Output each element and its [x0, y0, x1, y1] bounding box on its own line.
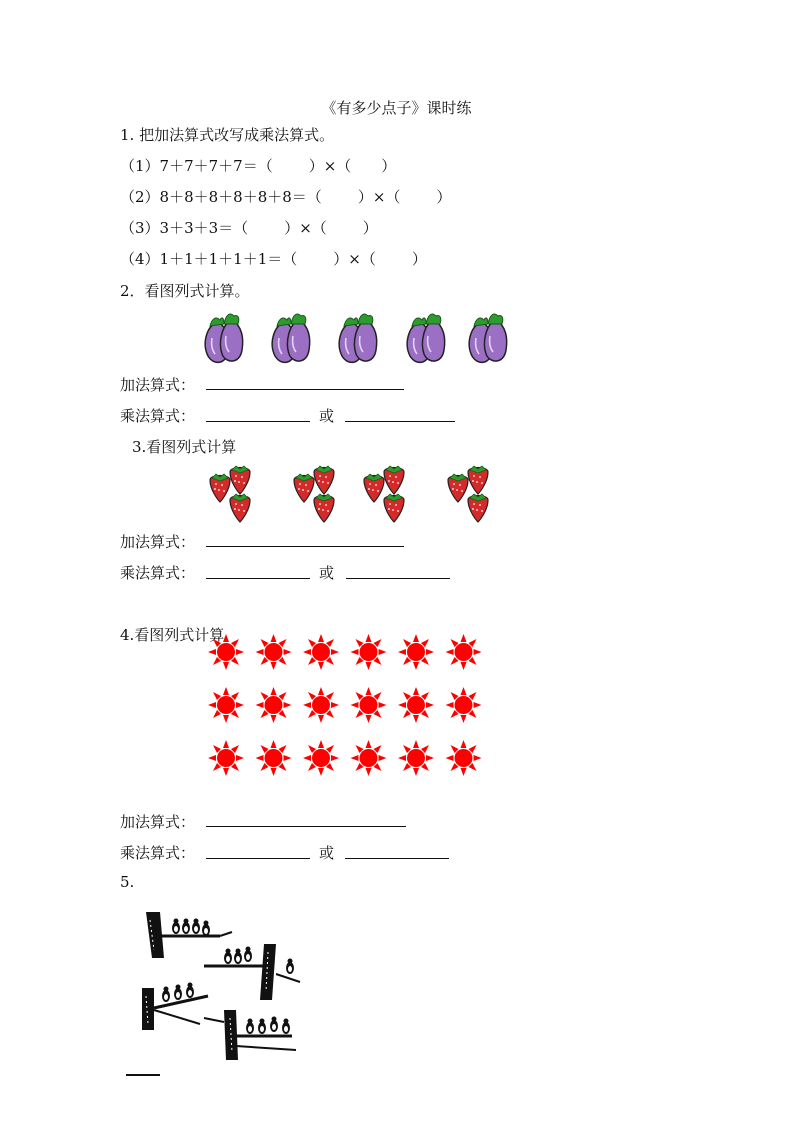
branch-3: [142, 983, 208, 1031]
sun-2-1: [208, 687, 244, 723]
q1-item-3-mid: ）×（: [284, 219, 327, 237]
sun-1-5: [398, 634, 434, 670]
q3-prompt: 3.看图列式计算: [132, 438, 237, 456]
q3-mul-answer-line-2[interactable]: [346, 578, 450, 579]
q4-prompt: 4.看图列式计算: [120, 626, 225, 644]
branch-4: [204, 1010, 296, 1060]
q4-or: 或: [319, 844, 335, 862]
q1-item-4-label: （4）1＋1＋1＋1＋1＝（: [120, 250, 298, 268]
q1-item-2-end: ）: [436, 188, 452, 206]
q1-item-3-end: ）: [362, 219, 378, 237]
q3-add-answer-line[interactable]: [206, 546, 404, 547]
q1-prompt: 1. 把加法算式改写成乘法算式。: [120, 126, 335, 144]
q1-item-1-label: （1）7＋7＋7＋7＝（: [120, 157, 273, 175]
q1-item-4-mid: ）×（: [333, 250, 376, 268]
q3-mul-label: 乘法算式：: [120, 564, 196, 582]
sun-3-2: [256, 740, 292, 776]
eggplant-group-5: [469, 314, 506, 362]
sun-2-6: [446, 687, 482, 723]
sun-picture: [200, 628, 500, 788]
q1-item-2-label: （2）8＋8＋8＋8＋8＋8＝（: [120, 188, 322, 206]
q2-mul-answer-line-1[interactable]: [206, 421, 310, 422]
q1-item-2: [120, 186, 451, 207]
q1-item-4-end: ）: [411, 250, 427, 268]
eggplant-group-3: [339, 314, 376, 362]
q1-item-1: [120, 155, 396, 176]
q1-item-3: [120, 217, 378, 238]
sun-3-6: [446, 740, 482, 776]
q2-mul-label: 乘法算式：: [120, 407, 196, 425]
strawberry-picture: [200, 462, 500, 532]
strawberry-group-1: [210, 466, 250, 522]
sun-2-5: [398, 687, 434, 723]
strawberry-group-3: [364, 466, 404, 522]
sun-3-3: [303, 740, 339, 776]
sun-3-4: [351, 740, 387, 776]
sun-2-2: [256, 687, 292, 723]
birds-on-branches-picture: [120, 900, 320, 1080]
sun-1-1: [208, 634, 244, 670]
branch-2: [204, 944, 300, 1000]
q3-mul-answer-line-1[interactable]: [206, 578, 310, 579]
sun-2-3: [303, 687, 339, 723]
eggplant-group-1: [205, 314, 242, 362]
eggplant-group-4: [407, 314, 444, 362]
sun-1-2: [256, 634, 292, 670]
q2-mul-answer-line-2[interactable]: [345, 421, 455, 422]
strawberry-group-4: [448, 466, 488, 522]
q2-add-answer-line[interactable]: [206, 389, 404, 390]
q1-item-4: [120, 248, 427, 269]
sun-3-1: [208, 740, 244, 776]
q5-prompt: 5.: [120, 873, 135, 891]
q2-prompt: 2．看图列式计算。: [120, 282, 250, 300]
strawberry-group-2: [294, 466, 334, 522]
q3-or: 或: [319, 564, 335, 582]
q2-add-label: 加法算式：: [120, 376, 196, 394]
q1-item-1-end: ）: [381, 157, 397, 175]
sun-3-5: [398, 740, 434, 776]
q4-mul-label: 乘法算式：: [120, 844, 196, 862]
eggplant-picture: [190, 308, 510, 368]
q2-or: 或: [319, 407, 335, 425]
sun-2-4: [351, 687, 387, 723]
q1-item-1-mid: ）×（: [308, 157, 352, 175]
q3-add-label: 加法算式：: [120, 533, 196, 551]
q1-item-3-label: （3）3＋3＋3＝（: [120, 219, 249, 237]
sun-1-3: [303, 634, 339, 670]
branch-1: [146, 912, 232, 958]
eggplant-group-2: [272, 314, 309, 362]
sun-1-6: [446, 634, 482, 670]
q4-add-answer-line[interactable]: [206, 826, 406, 827]
page-title: 《有多少点子》课时练: [321, 99, 472, 117]
q4-mul-answer-line-1[interactable]: [206, 858, 310, 859]
q4-add-label: 加法算式：: [120, 813, 196, 831]
sun-1-4: [351, 634, 387, 670]
q1-item-2-mid: ）×（: [357, 188, 401, 206]
q4-mul-answer-line-2[interactable]: [345, 858, 449, 859]
